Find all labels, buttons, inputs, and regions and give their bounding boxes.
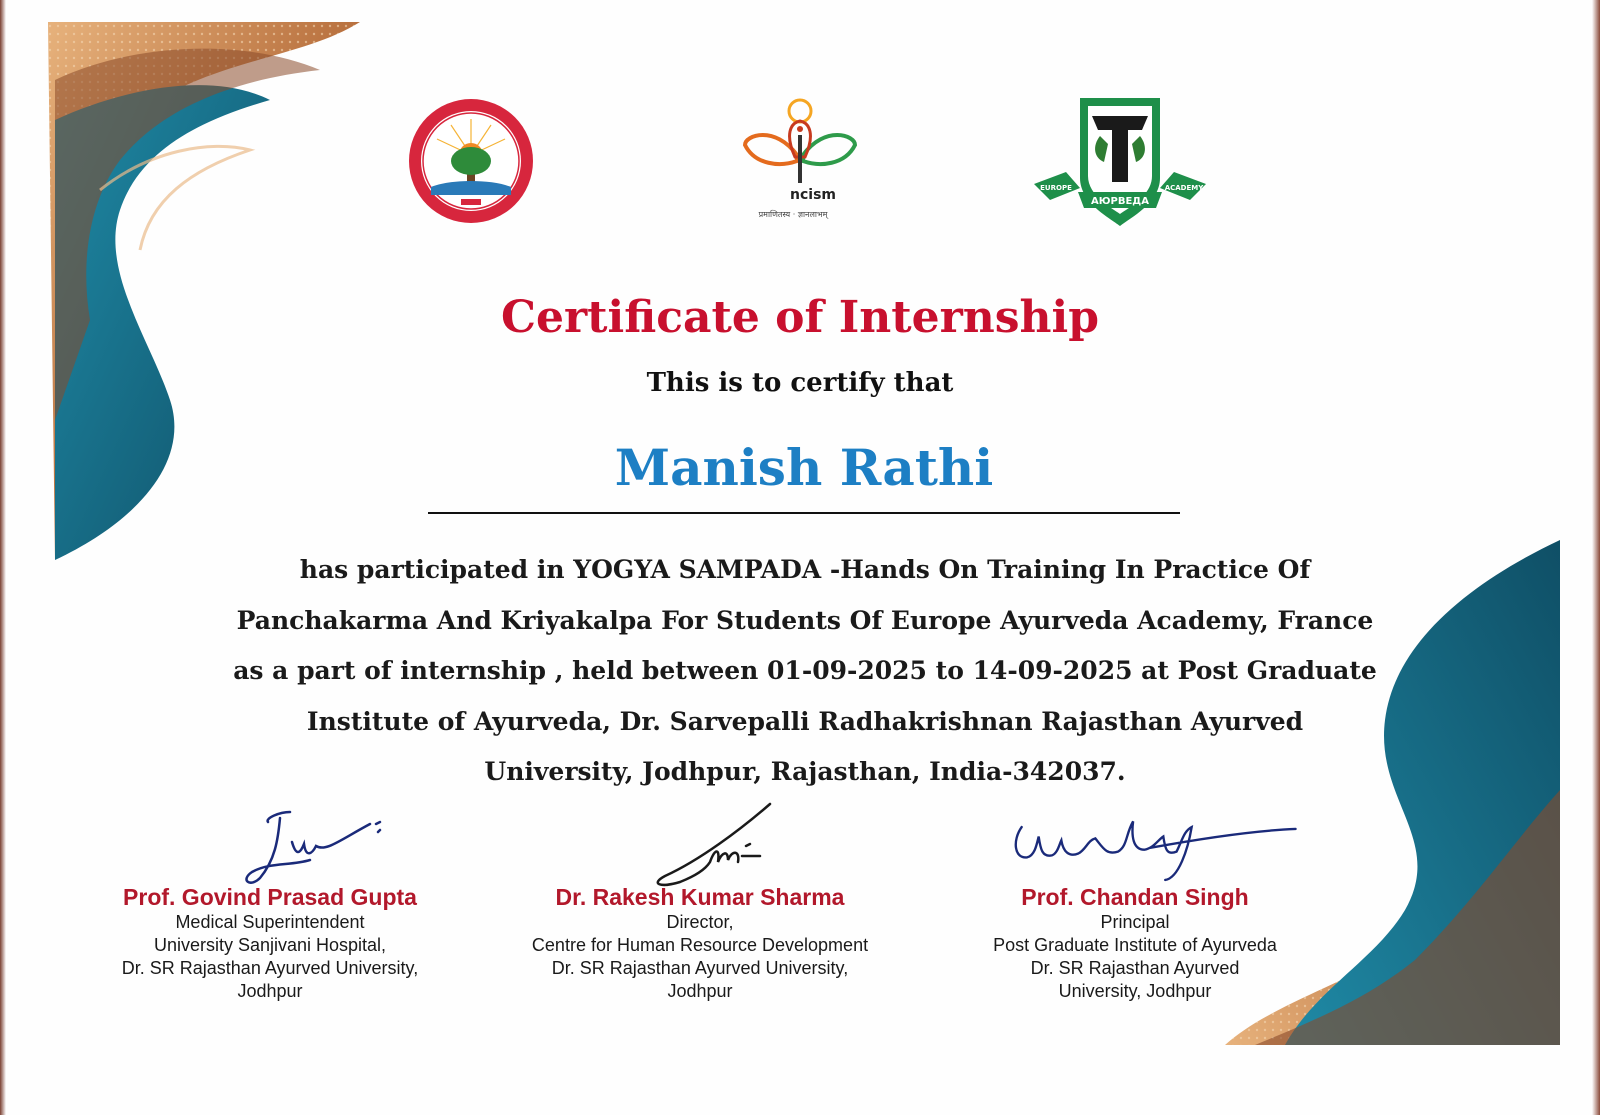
academy-ribbon-right: ACADEMY — [1164, 184, 1204, 192]
certify-line: This is to certify that — [646, 368, 954, 398]
signatory-title: Jodhpur — [667, 981, 733, 1001]
signatory-name: Prof. Govind Prasad Gupta — [123, 884, 417, 910]
signatory-block-2 — [500, 800, 900, 1003]
signature-1 — [140, 800, 400, 890]
signatory-title: Post Graduate Institute of Ayurveda — [993, 935, 1277, 955]
ncism-wordmark: ncism — [790, 187, 836, 203]
body-line: Institute of Ayurveda, Dr. Sarvepalli Radhakrishnan Rajasthan Ayurved — [306, 706, 1304, 736]
signatory-block-1 — [70, 800, 470, 1003]
recipient-underline — [428, 512, 1180, 514]
ncism-logo — [735, 95, 865, 225]
signatory-title: Dr. SR Rajasthan Ayurved University, — [551, 958, 849, 978]
body-line: as a part of internship , held between 01-09-2025 to 14-09-2025 at Post Graduate — [233, 656, 1377, 685]
signatory-name: Prof. Chandan Singh — [1021, 884, 1249, 910]
signatory-title: Director, — [666, 912, 734, 932]
signature-2 — [570, 800, 830, 890]
europe-ayurveda-academy-logo — [1030, 88, 1210, 233]
university-seal-logo — [405, 95, 537, 227]
certificate-title: Certificate of Internship — [500, 292, 1100, 343]
signatory-title: Jodhpur — [237, 981, 303, 1001]
signature-3 — [965, 800, 1305, 890]
signatory-title: Dr. SR Rajasthan Ayurved University, — [121, 958, 419, 978]
top-left-wave-decoration — [0, 0, 370, 580]
signatory-title: University Sanjivani Hospital, — [153, 935, 387, 955]
academy-ribbon-left: EUROPE — [1040, 184, 1072, 192]
right-edge-shadow — [1592, 0, 1600, 1115]
signatory-title: Centre for Human Resource Development — [531, 935, 869, 955]
signatory-title: Principal — [1100, 912, 1170, 932]
body-line: University, Jodhpur, Rajasthan, India-342037. — [484, 757, 1126, 786]
signatory-block-3 — [935, 800, 1335, 1003]
signatory-name: Dr. Rakesh Kumar Sharma — [555, 884, 845, 910]
signatory-title: University, Jodhpur — [1058, 981, 1212, 1001]
signatory-title: Dr. SR Rajasthan Ayurved — [1030, 958, 1240, 978]
academy-ribbon-center: AЮРВЕДА — [1091, 196, 1149, 207]
ncism-motto: प्रमाणितस्य · ज्ञानलाभम् — [758, 210, 828, 219]
recipient-name: Manish Rathi — [614, 438, 994, 497]
certificate-body — [160, 545, 1450, 798]
body-line: Panchakarma And Kriyakalpa For Students Of Europe Ayurveda Academy, France — [236, 605, 1374, 635]
body-line: has participated in YOGYA SAMPADA -Hands On Training In Practice Of — [299, 555, 1311, 584]
signatory-title: Medical Superintendent — [175, 912, 365, 932]
